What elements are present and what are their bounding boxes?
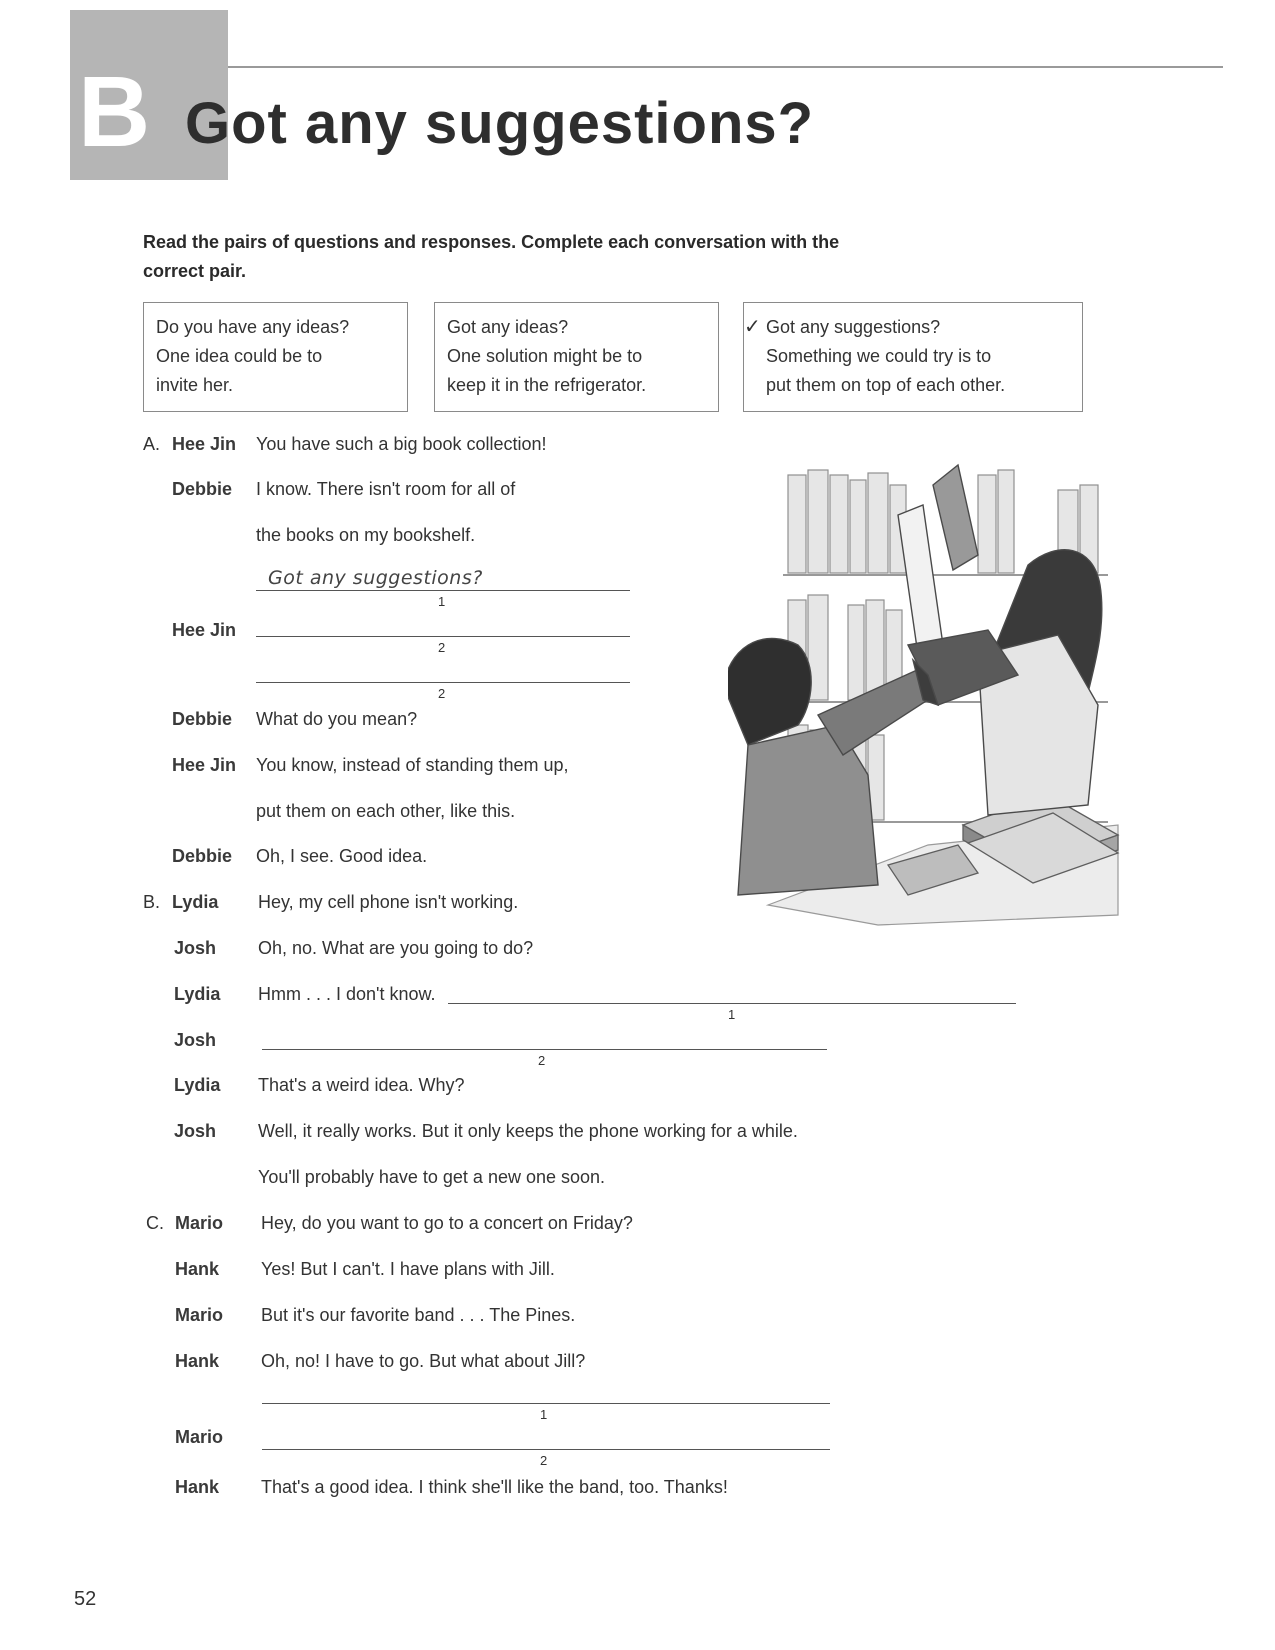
dialogue-line: Hey, do you want to go to a concert on Friday? [261, 1213, 633, 1233]
choice-response-line-1: One solution might be to [447, 346, 643, 366]
speaker-name: Hank [175, 1351, 220, 1371]
speaker-name: Debbie [172, 846, 233, 866]
dialogue-line: Oh, no. What are you going to do? [258, 938, 534, 958]
answer-blank-2[interactable] [262, 1049, 827, 1050]
speaker-name: Debbie [172, 709, 233, 729]
speaker-name: Mario [175, 1427, 224, 1447]
speaker-name: Hank [175, 1259, 220, 1279]
header-rule [228, 66, 1223, 68]
blank-number: 1 [728, 1007, 736, 1022]
speaker-name: Mario [175, 1213, 224, 1233]
speaker-name: Josh [174, 1121, 217, 1141]
dialogue-line: You know, instead of standing them up, [256, 755, 569, 775]
answer-blank-2[interactable] [262, 1449, 830, 1450]
instructions: Read the pairs of questions and responses. Complete each conversation with the correct pair. [143, 232, 840, 281]
choice-response-line-2: invite her. [156, 375, 234, 395]
conversation-b-letter: B. [143, 892, 161, 912]
blank-number: 2 [538, 1053, 546, 1068]
conversation-a-letter: A. [143, 434, 161, 454]
choice-response-line-2: put them on top of each other. [766, 375, 1006, 395]
speaker-name: Mario [175, 1305, 224, 1325]
choice-response-line-2: keep it in the refrigerator. [447, 375, 647, 395]
checkmark-icon: ✓ [744, 316, 761, 338]
choice-response-line-1: Something we could try is to [766, 346, 992, 366]
dialogue-line: Well, it really works. But it only keeps the phone working for a while. [258, 1121, 798, 1141]
speaker-name: Debbie [172, 479, 233, 499]
speaker-name: Josh [174, 1030, 217, 1050]
dialogue-line: Oh, no! I have to go. But what about Jill? [261, 1351, 586, 1371]
dialogue-line: But it's our favorite band . . . The Pines. [261, 1305, 576, 1325]
speaker-name: Josh [174, 938, 217, 958]
speaker-name: Lydia [174, 984, 221, 1004]
dialogue-line: What do you mean? [256, 709, 418, 729]
choice-question: Got any suggestions? [766, 317, 941, 337]
blank-number: 2 [438, 640, 446, 655]
dialogue-line: You'll probably have to get a new one soon. [258, 1167, 606, 1187]
blank-number: 2 [438, 686, 446, 701]
section-letter: B [78, 56, 151, 168]
speaker-name: Lydia [172, 892, 219, 912]
handwritten-answer: Got any suggestions? [268, 567, 483, 589]
answer-blank-1[interactable] [448, 1003, 1016, 1004]
choice-box-2 [434, 302, 719, 412]
choice-box-3 [743, 302, 1083, 412]
blank-number: 2 [540, 1453, 548, 1468]
conversation-c-letter: C. [146, 1213, 164, 1233]
choice-box-1 [143, 302, 408, 412]
answer-blank-3[interactable] [256, 682, 630, 683]
dialogue-line: That's a good idea. I think she'll like the band, too. Thanks! [261, 1477, 728, 1497]
two-girls-stacking-books-illustration [728, 445, 1178, 955]
dialogue-line: Yes! But I can't. I have plans with Jill. [261, 1259, 555, 1279]
dialogue-line: Hey, my cell phone isn't working. [258, 892, 519, 912]
blank-number: 1 [438, 594, 446, 609]
dialogue-line: Hmm . . . I don't know. [258, 984, 436, 1004]
page-title: Got any suggestions? [185, 91, 815, 156]
page-number: 52 [74, 1588, 97, 1610]
choice-response-line-1: One idea could be to [156, 346, 323, 366]
dialogue-line: put them on each other, like this. [256, 801, 516, 821]
answer-blank-2[interactable] [256, 636, 630, 637]
answer-blank-1[interactable] [262, 1403, 830, 1404]
speaker-name: Hee Jin [172, 620, 237, 640]
answer-blank-1[interactable] [256, 590, 630, 591]
speaker-name: Hee Jin [172, 434, 237, 454]
choice-question: Got any ideas? [447, 317, 569, 337]
dialogue-line: the books on my bookshelf. [256, 525, 476, 545]
dialogue-line: Oh, I see. Good idea. [256, 846, 428, 866]
blank-number: 1 [540, 1407, 548, 1422]
dialogue-line: You have such a big book collection! [256, 434, 547, 454]
choice-question: Do you have any ideas? [156, 317, 350, 337]
speaker-name: Hank [175, 1477, 220, 1497]
dialogue-line: That's a weird idea. Why? [258, 1075, 465, 1095]
dialogue-line: I know. There isn't room for all of [256, 479, 516, 499]
speaker-name: Lydia [174, 1075, 221, 1095]
speaker-name: Hee Jin [172, 755, 237, 775]
